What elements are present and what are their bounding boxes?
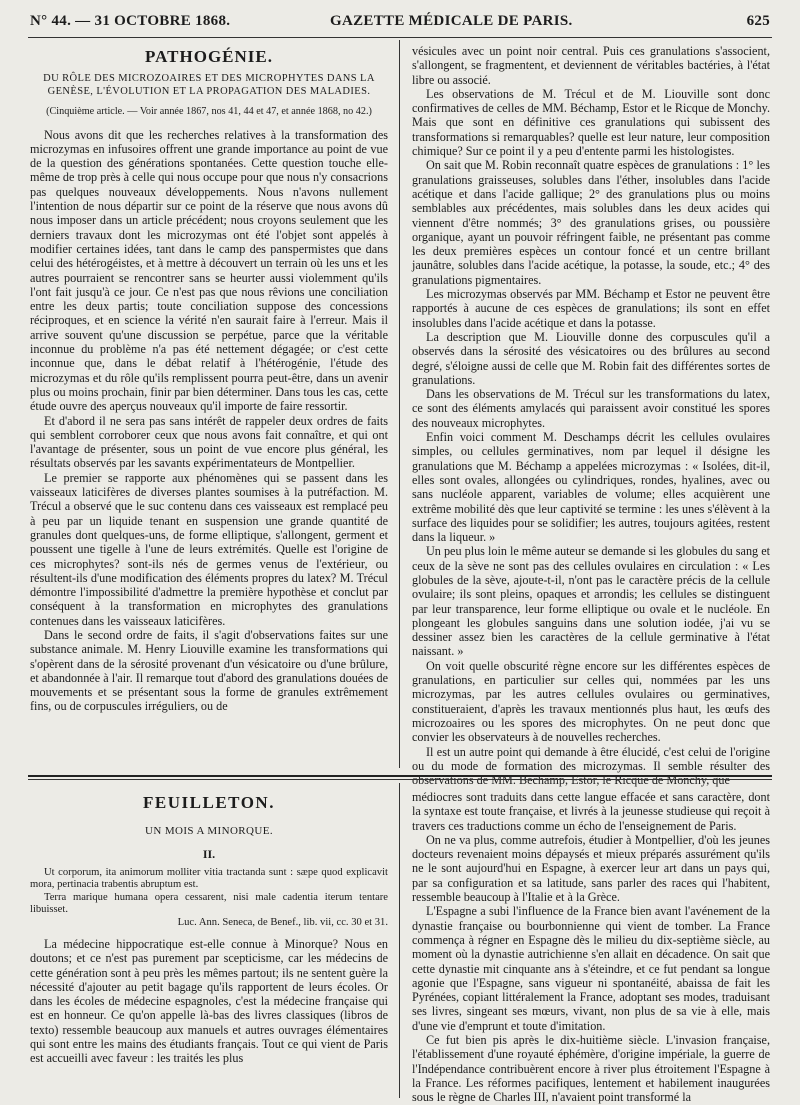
article-subheading: DU RÔLE DES MICROZOAIRES ET DES MICROPHYTES DANS LA GENÈSE, L'ÉVOLUTION ET LA PROPAGATION DES MALADIES. — [43, 73, 375, 98]
paragraph: La description que M. Liouville donne des corpuscules qu'il a observés dans la sérosité des vésicatoires ou des brûlures au second degré, s'éloigne aussi de celle que M. Robin fait des différentes sortes de granulations. — [412, 329, 770, 387]
column-divider-top — [399, 40, 400, 768]
feuilleton-right-column — [412, 790, 770, 1105]
feuilleton-subtitle: UN MOIS A MINORQUE. — [145, 825, 273, 838]
section-title: PATHOGÉNIE. — [145, 47, 273, 66]
journal-title: GAZETTE MÉDICALE DE PARIS. — [330, 13, 573, 29]
column-divider-bottom — [399, 783, 400, 1098]
paragraph: La médecine hippocratique est-elle connue à Minorque? Nous en doutons; et ce n'est pas purement par scepticisme, car les médecins de cette génération sont à peu près les mêmes partout; ils ne sentent guère la nécessité d'ajouter au petit bagage qu'ils rapportent de leurs écoles. Or dans les écoles de médecine espagnoles, c'est la médecine française qui est en honneur. Ce qu'on appelle là-bas des livres classiques (libros de texto) ressemble beaucoup aux manuels et autres ouvrages élémentaires qui sont entre les mains des étudiants français. Tout ce qui vient de Paris est accueilli avec faveur : les traités les plus — [30, 936, 388, 1066]
chapter-number: II. — [202, 846, 216, 861]
paragraph: Nous avons dit que les recherches relatives à la transformation des microzymas en infusoires offrent une grande importance au point de vue de la question des générations spontanées. Cette question touche elle-même de trop près à celle qui nous occupe pour que nous n'y consacrions pas quelques nouveaux développements. Nous n'avons nullement l'intention de nous départir sur ce point de la réserve que nous avons dû nous imposer dans un article précédent; nous croyons seulement que les derniers travaux dont les microzymas ont été l'objet sont appelés à modifier certaines idées, tant dans le camp des panspermistes que dans celui des hétérogéistes, et à mettre à découvert un terrain où les uns et les autres pourraient se rencontrer sans se heurter aussi violemment qu'ils l'ont fait jusqu'à ce jour. Ce n'est pas que nous rêvions une conciliation entre les deux partis; toute conciliation suppose des concessions réciproques, et en science la vérité n'en saurait faire à l'erreur. Mais il arrive souvent qu'une discussion se perpétue, parce que la véritable inconnue du problème n'a pas été nettement dégagée; or c'est cette inconnue que, dans le débat relatif à l'hétérogénie, l'étude des microzymas et du rôle qu'ils remplissent pourra peut-être, dans un avenir plus ou moins prochain, finir par bien déterminer. Dans tous les cas, cette étude ouvre des aperçus nouveaux qu'il importe de faire ressortir. — [30, 127, 388, 414]
paragraph: médiocres sont traduits dans cette langue effacée et sans caractère, dont la syntaxe est toute française, et livrés à la jeunesse studieuse qui reçoit à travers ces traductions comme un écho de l'enseignement de Paris. — [412, 790, 770, 833]
article-note: (Cinquième article. — Voir année 1867, nos 41, 44 et 47, et année 1868, no 42.) — [46, 106, 372, 118]
paragraph: Un peu plus loin le même auteur se demande si les globules du sang et ceux de la sève ne sont pas des cellules ovulaires en circulation : « Les globules de la sève, ajoute-t-il, n'ont pas le caractère précis de la cellule ovulaire; ils sont pleins, opaques et arrondis; les cellules se distinguent par leur transparence, leur forme elliptique ou ovale et le nucléole. En plongeant les globules sanguins dans une solution iodée, j'ai vu se dessiner assez bien les caractères de la cellule germinative à l'état naissant. » — [412, 544, 770, 659]
feuilleton-title: FEUILLETON. — [143, 793, 275, 812]
feuilleton-rule-thin — [28, 779, 772, 780]
feuilleton-left-column — [30, 790, 388, 1102]
paragraph: Dans les observations de M. Trécul sur les transformations du latex, ce sont des éléments amylacés qui paraissent avoir constitué les spores des nouveaux microphytes. — [412, 387, 770, 430]
paragraph: Enfin voici comment M. Deschamps décrit les cellules ovulaires simples, ou cellules germinatives, nom par lequel il désigne les granulations que M. Béchamp a appelées microzymas : « Isolées, dit-il, elles sont ovales, allongées ou cylindriques, rondes, hyalines, avec ou sans nucléole apparent, variables de volume; elles acquièrent une extrême mobilité dès que leur captivité se termine : les unes s'élèvent à la surface des liquides pour se solidifier; les autres, toujours agitées, restent dans la liqueur. » — [412, 430, 770, 545]
issue-date: N° 44. — 31 OCTOBRE 1868. — [30, 13, 231, 29]
paragraph: Le premier se rapporte aux phénomènes qui se passent dans les vaisseaux laticifères de diverses plantes soumises à la putréfaction. M. Trécul a observé que le suc contenu dans ces vaisseaux est remplacé peu à peu par un liquide tenant en suspension une grande quantité de granules dont quelques-uns, de forme elliptique, s'allongent, germent et poussent une tigelle à l'une de leurs extrémités. Quelle est l'origine de ces microphytes? sont-ils nés de germes venus de l'extérieur, ou résultent-ils d'une modification des éléments propres du latex? M. Trécul démontre l'impossibilité d'admettre la première hypothèse et conclut par conséquent à la transformation en microphytes des granulations contenues dans les vaisseaux laticifères. — [30, 470, 388, 628]
page-number: 625 — [746, 13, 770, 29]
paragraph: Les microzymas observés par MM. Béchamp et Estor ne peuvent être rapportés à aucune de ces espèces de granulations; ils sont en effet insolubles dans l'acide acétique et dans la potasse. — [412, 287, 770, 330]
page-header — [30, 13, 770, 35]
paragraph: Dans le second ordre de faits, il s'agit d'observations faites sur une substance animale. M. Henry Liouville examine les transformations qui s'opèrent dans de la sérosité provenant d'un vésicatoire ou d'une brûlure, et abandonnée à l'air. Il remarque tout d'abord des granulations douées de mouvements et se présentant sous la forme de granules extrêmement fins, ou de corpuscules irréguliers, ou de — [30, 627, 388, 714]
paragraph: Les observations de M. Trécul et de M. Liouville sont donc confirmatives de celles de MM. Béchamp, Estor et le Ricque de Monchy. Mais que sont en définitive ces granulations qui subissent des transformations si remarquables? quelle est leur nature, leur composition chimique? Sur ce point il y a peu d'entente parmi les histologistes. — [412, 86, 770, 159]
epigraph-quote: Ut corporum, ita animorum molliter vitia tractanda sunt : sæpe quod explicavit mora, pertinacia trabentis abruptum est. — [30, 866, 388, 891]
paragraph: Et d'abord il ne sera pas sans intérêt de rappeler deux ordres de faits qui semblent corroborer ceux que nous avons fait connaître, et qui ont l'avantage de présenter, sous un point de vue encore plus général, les résultats observés par les savants expérimentateurs de Montpellier. — [30, 413, 388, 471]
epigraph-quote: Terra marique humana opera cessarent, nisi male cadentia iterum tentare libuisset. — [30, 891, 388, 916]
pathogenie-column — [30, 44, 388, 766]
epigraph-citation: Luc. Ann. Seneca, de Benef., lib. vii, cc. 30 et 31. — [177, 916, 388, 928]
feuilleton-rule — [28, 775, 772, 777]
paragraph: Il est un autre point qui demande à être élucidé, c'est celui de l'origine ou du mode de formation des microzymas. Il semble résulter des observations de MM. Béchamp, Estor, le Ricque de Monchy, que — [412, 744, 770, 788]
continuation-column — [412, 44, 770, 788]
paragraph: On ne va plus, comme autrefois, étudier à Montpellier, d'où les jeunes docteurs revenaient moins dépaysés et mieux préparés assurément qu'ils ne le sont aujourd'hui en Espagne, à exercer leur art dans un pays qui, par sa configuration et sa latitude, sans parler des races qui l'habitent, ressemble beaucoup à l'Italie et à la Grèce. — [412, 832, 770, 905]
paragraph: Ce fut bien pis après le dix-huitième siècle. L'invasion française, l'établissement d'une royauté éphémère, d'origine impériale, la guerre de l'Indépendance contribuèrent encore à river plus étroitement l'Espagne à la France. Les réformes pacifiques, lentement et habilement inaugurées sous le règne de Charles III, n'avaient point transformé la — [412, 1033, 770, 1105]
paragraph: vésicules avec un point noir central. Puis ces granulations s'associent, s'allongent, se fragmentent, et deviennent de véritables bactéries, à l'état libre ou associé. — [412, 44, 770, 87]
paragraph: On sait que M. Robin reconnaît quatre espèces de granulations : 1° les granulations graisseuses, solubles dans l'éther, insolubles dans l'acide acétique et dans l'acide gallique; 2° des granulations plus ou moins semblables aux précédentes, mais solubles dans les deux acides qui viennent d'être nommés; 3° des granulations grises, ou poussière organique, ayant un pouvoir réfringent faible, ne présentant pas comme les deux premières espèces un contour foncé et un centre brillant jaunâtre, solubles dans l'acide acétique, la potasse, la soude, etc.; 4° des granulations pigmentaires. — [412, 158, 770, 287]
paragraph: L'Espagne a subi l'influence de la France bien avant l'avénement de la dynastie française ou bourbonnienne qui vient de tomber. La France commença à régner en Espagne dès le milieu du dix-septième siècle, au moment où la dynastie autrichienne s'en allait en décadence. On sait que cette dynastie mit cinquante ans à s'éteindre, et ce fut pendant sa longue agonie que l'Espagne, sans vigueur ni spontanéité, abaissa de fait les Pyrénées, copiant littéralement la France, adoptant ses modes, traduisant ses livres, singeant ses mœurs, vivant, non plus de sa vie à elle, mais d'une vie d'emprunt et toute d'imitation. — [412, 904, 770, 1033]
header-rule — [28, 37, 772, 38]
paragraph: On voit quelle obscurité règne encore sur les différentes espèces de granulations, en particulier sur celles qui, nommées par les uns microzymas, par les autres cellules ovulaires ou germinatives, constitueraient, d'après les travaux mentionnés plus haut, les œufs des microzoaires ou les spores des microphytes. On ne peut donc que convier les observateurs à de nouvelles recherches. — [412, 658, 770, 745]
